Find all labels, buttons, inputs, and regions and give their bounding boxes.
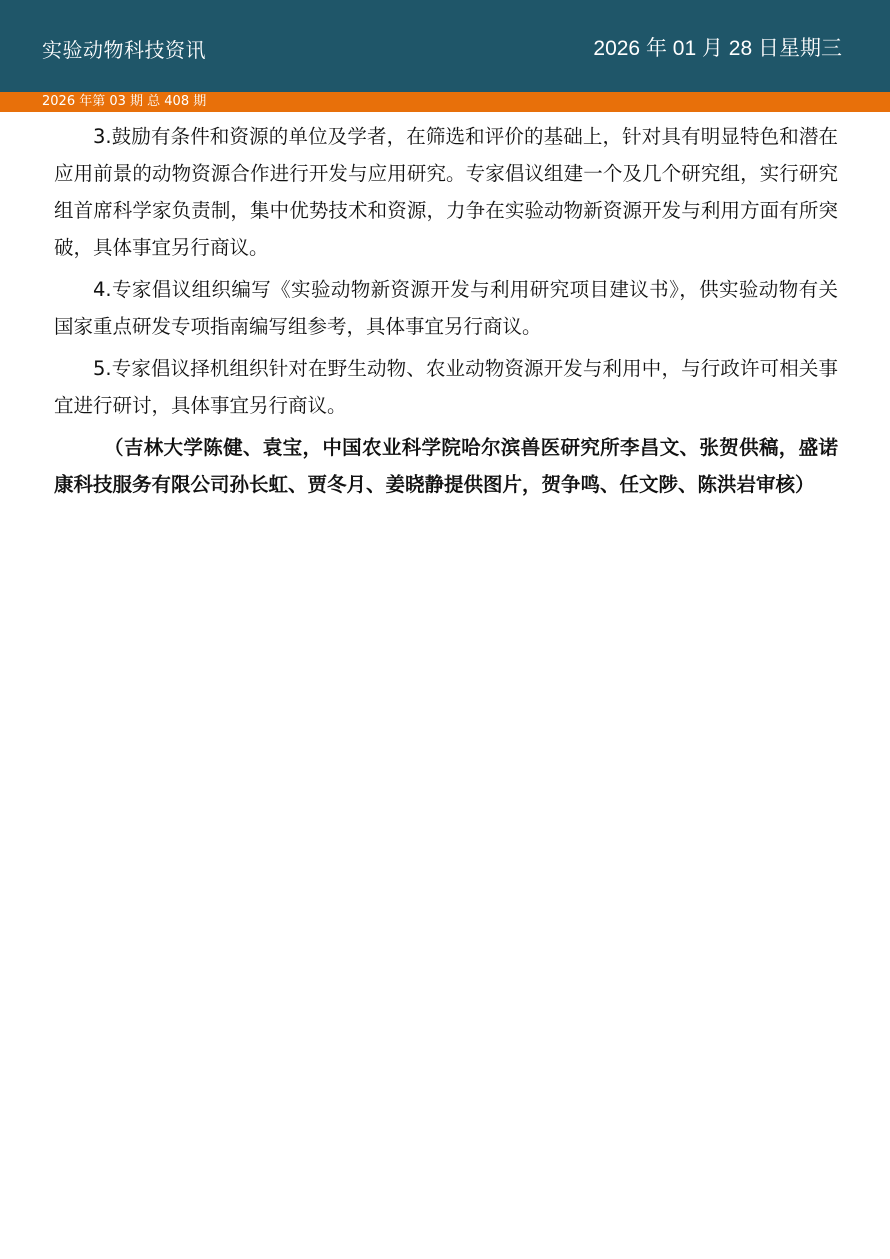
credits-note: （吉林大学陈健、袁宝，中国农业科学院哈尔滨兽医研究所李昌文、张贺供稿，盛诺康科技服务有限公司孙长虹、贾冬月、姜晓静提供图片，贺争鸣、任文陟、陈洪岩审核）: [54, 436, 838, 496]
publication-title: 实验动物科技资讯: [42, 38, 206, 62]
article-body: [54, 118, 838, 503]
paragraph-5: 5.专家倡议择机组织针对在野生动物、农业动物资源开发与利用中，与行政许可相关事宜进行研讨，具体事宜另行商议。: [54, 357, 838, 417]
publication-date: 2026 年 01 月 28 日星期三: [593, 37, 842, 60]
issue-bar: [0, 92, 890, 112]
header-bar: [0, 0, 890, 92]
paragraph-4: 4.专家倡议组织编写《实验动物新资源开发与利用研究项目建议书》，供实验动物有关国家重点研发专项指南编写组参考，具体事宜另行商议。: [54, 278, 838, 338]
paragraph-3: 3.鼓励有条件和资源的单位及学者，在筛选和评价的基础上，针对具有明显特色和潜在应用前景的动物资源合作进行开发与应用研究。专家倡议组建一个及几个研究组，实行研究组首席科学家负责制，集中优势技术和资源，力争在实验动物新资源开发与利用方面有所突破，具体事宜另行商议。: [54, 125, 838, 259]
issue-number: 2026 年第 03 期 总 408 期: [42, 94, 207, 109]
